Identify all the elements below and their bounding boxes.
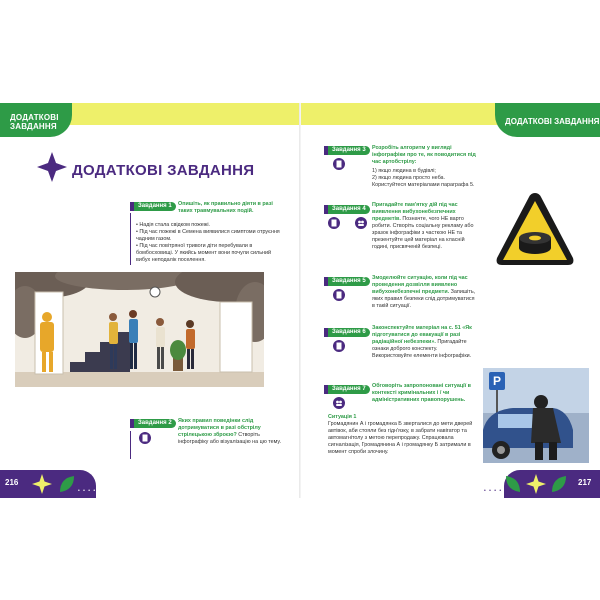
footer-dots-right: • • • • <box>484 488 503 494</box>
page-number-right: 217 <box>578 478 592 487</box>
page-title: ДОДАТКОВІ ЗАВДАННЯ <box>72 162 255 179</box>
document-icon <box>139 432 151 444</box>
leaf-icon <box>504 474 522 494</box>
header-label-right: ДОДАТКОВІ ЗАВДАННЯ <box>505 117 600 126</box>
task-6-text: Законспектуйте матеріал на с. 51 «Як підготуватися до евакуації в разі радіаційної небезпеки». Пригадайте ознаки доброго конспекту. Використовуйте елементи інфографіки. <box>372 325 472 359</box>
task-4-tag: Завдання 4 <box>328 205 370 214</box>
task-2-tag: Завдання 2 <box>134 419 176 428</box>
leaf-icon <box>550 474 568 494</box>
header-label-left: ДОДАТКОВІ ЗАВДАННЯ <box>10 113 59 131</box>
task-5-tag: Завдання 5 <box>328 277 370 286</box>
task-1-item: • Під час пожежі в Семена виявилися симптоми отруєння чадним газом. <box>136 229 280 242</box>
task-7-tag: Завдання 7 <box>328 385 370 394</box>
task-4-text: Пригадайте пам'ятку дій під час виявлення вибухонебезпечних предметів. Позначте, чого НЕ варто робити. Створіть соціальну рекламу або зразок інфографіки з часткою НЕ та презентуйте цей матеріал на класній годині, присвяченій безпеці. <box>372 202 474 250</box>
task-7-situation: Ситуація 1 Громадянин А і громадянка Б зверталися до мети дверей автівок, аби стояли без гідн'язку, в забрати навігатор та автомагнітолу з метою перепродажу. Спрацювала сигналізація, Громадянина А і громадянку Б затримали в момент спроби злочину. <box>328 414 473 455</box>
document-icon <box>333 340 345 352</box>
star-icon <box>32 474 52 494</box>
footer-dots-left: • • • • <box>78 488 97 494</box>
task-3-heading: Розробіть алгоритм у вигляді інфографіки про те, як поводитися під час артобстрілу: <box>372 145 476 165</box>
document-icon <box>333 158 345 170</box>
task-2-rule <box>130 431 131 459</box>
header-stripe-left <box>60 103 299 125</box>
group-icon <box>355 217 367 229</box>
task-1-rule <box>130 213 131 265</box>
evacuation-illustration <box>15 272 264 387</box>
page-number-left: 216 <box>5 478 19 487</box>
car-theft-illustration <box>483 368 589 463</box>
document-icon <box>328 217 340 229</box>
star-icon <box>526 474 546 494</box>
task-3-body: 1) якщо людина в будівлі; 2) якщо людина просто неба. Користуйтеся матеріалами параграфа 5. <box>372 168 475 188</box>
group-icon <box>333 397 345 409</box>
task-2-text: Яких правил поведінки слід дотримуватися в разі обстрілу стрілецькою зброєю? Створіть інфографіку або візуалізацію на цю тему. <box>178 418 282 445</box>
leaf-icon <box>58 474 76 494</box>
task-1-item: • Під час повітряної тривоги діти перебували в бомбосховищі. У якийсь момент вони почули сильний вибух неподалік поселення. <box>136 243 272 263</box>
explosive-warning-sign-icon <box>494 190 576 268</box>
document-icon <box>333 289 345 301</box>
task-1-list <box>136 222 286 264</box>
task-1-item: • Надія стала свідком пожежі. <box>136 222 211 228</box>
task-7-heading: Обговоріть запропоновані ситуації в контексті кримінальних і / чи адміністративних правопорушень. <box>372 383 471 403</box>
star-icon <box>37 152 67 182</box>
task-1-heading: Опишіть, як правильно діяти в разі таких травмувальних подій. <box>178 201 273 214</box>
task-3-tag: Завдання 3 <box>328 146 370 155</box>
book-gutter <box>299 103 301 498</box>
task-6-tag: Завдання 6 <box>328 328 370 337</box>
parking-sign-letter: P <box>492 374 502 388</box>
task-1-tag: Завдання 1 <box>134 202 176 211</box>
task-5-text: Змоделюйте ситуацію, коли під час проведення дозвілля виявлено вибухонебезпечні предмети. Запишіть, яких правил безпеки слід дотримуватися в такій ситуації. <box>372 275 476 309</box>
